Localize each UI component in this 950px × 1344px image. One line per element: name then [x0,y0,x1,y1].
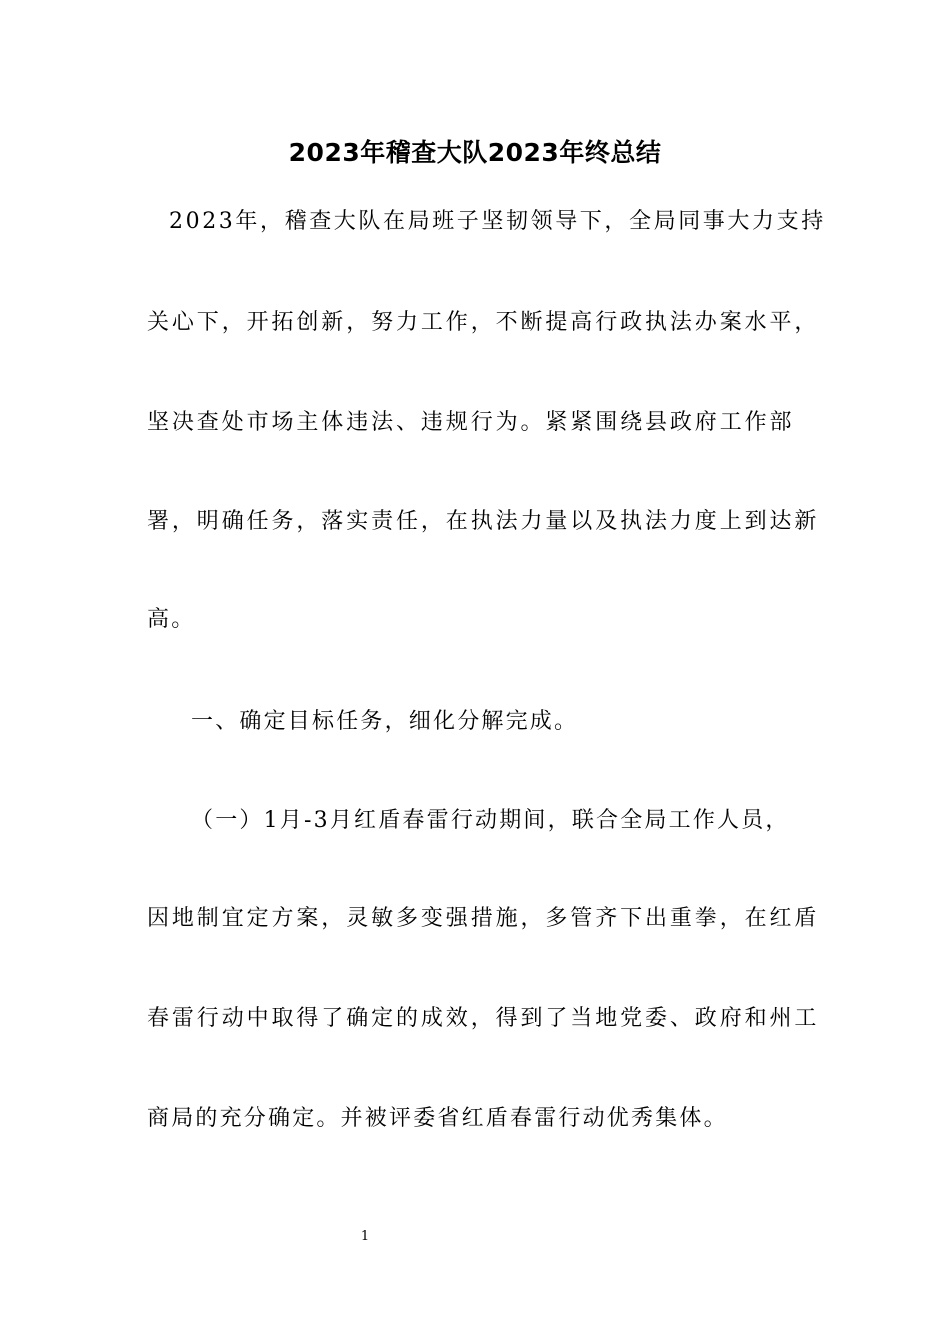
paragraph-line-1: 2023年，稽查大队在局班子坚韧领导下，全局同事大力支持 [169,209,826,234]
paragraph-line-2: 关心下，开拓创新，努力工作，不断提高行政执法办案水平， [147,310,820,335]
subsection-line-2: 因地制宜定方案，灵敏多变强措施，多管齐下出重拳，在红盾 [147,906,820,931]
paragraph-line-5: 高。 [147,607,196,632]
document-title: 2023年稽查大队2023年终总结 [288,138,662,167]
paragraph-line-4: 署，明确任务，落实责任，在执法力量以及执法力度上到达新 [147,509,820,534]
section-heading-1: 一、确定目标任务，细化分解完成。 [191,709,579,734]
subsection-line-3: 春雷行动中取得了确定的成效，得到了当地党委、政府和州工 [147,1006,820,1031]
subsection-line-4: 商局的充分确定。并被评委省红盾春雷行动优秀集体。 [147,1106,728,1131]
paragraph-line-3: 坚决查处市场主体违法、违规行为。紧紧围绕县政府工作部 [147,410,795,435]
subsection-line-1: （一）1月-3月红盾春雷行动期间，联合全局工作人员， [191,808,790,833]
page-number: 1 [360,1229,370,1244]
